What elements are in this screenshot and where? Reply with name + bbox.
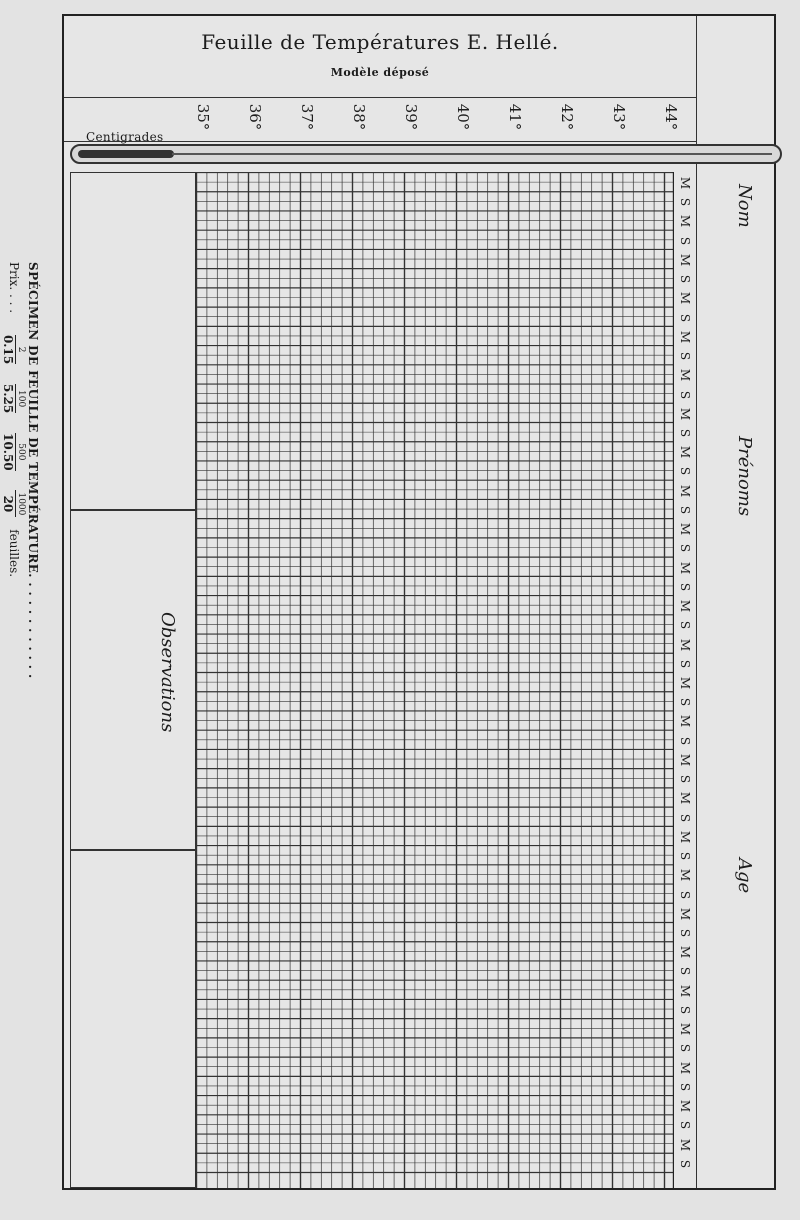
- sheet-title: Feuille de Températures E. Hellé.: [201, 30, 559, 54]
- thermometer-bulb: [78, 150, 174, 158]
- ms-letter: M: [678, 638, 692, 651]
- ms-letter: M: [678, 215, 692, 228]
- observations-column: [70, 172, 196, 1188]
- ms-letter: M: [678, 830, 692, 843]
- degree-label: 42°: [558, 103, 576, 131]
- ms-letter: S: [678, 967, 692, 976]
- observations-box-top: [70, 172, 196, 510]
- temperature-sheet: [62, 14, 776, 1190]
- morning-evening-column: [674, 172, 696, 1188]
- ms-letter: S: [678, 582, 692, 591]
- thermometer-icon: [70, 144, 782, 164]
- ms-letter: M: [678, 1099, 692, 1113]
- prix-label: Prix. . . .: [7, 262, 21, 314]
- degree-label: 41°: [506, 103, 524, 131]
- specimen-caption: SPÉCIMEN DE FEUILLE DE TEMPÉRATURE. . . . . . . . . . . .: [26, 262, 40, 679]
- ms-letter: S: [678, 390, 692, 399]
- ms-letter: M: [678, 522, 692, 536]
- ms-letter: S: [678, 1005, 692, 1015]
- ms-letter: S: [678, 928, 692, 938]
- ms-letter: M: [678, 946, 692, 959]
- degree-label: 38°: [350, 103, 368, 131]
- ms-letter: S: [678, 698, 692, 707]
- ms-letter: M: [678, 446, 692, 459]
- ms-letter: M: [678, 369, 692, 382]
- ms-letter: M: [678, 599, 692, 613]
- ms-letter: M: [678, 292, 692, 305]
- ms-letter: M: [678, 253, 692, 267]
- thermometer-stem: [172, 153, 772, 155]
- price-fraction-3: 500 10.50: [1, 433, 26, 471]
- degree-label: 36°: [246, 103, 264, 131]
- observations-label: Observations: [157, 612, 178, 733]
- ms-letter: S: [678, 351, 692, 361]
- ms-letter: S: [678, 621, 692, 630]
- ms-letter: S: [678, 467, 692, 476]
- ms-letter: M: [678, 753, 692, 767]
- sheet-header: [64, 16, 696, 98]
- ms-letter: S: [678, 198, 692, 207]
- ms-letter: M: [678, 176, 692, 190]
- ms-letter: S: [678, 775, 692, 784]
- ms-letter: M: [678, 1138, 692, 1151]
- ms-letter: M: [678, 984, 692, 997]
- ms-letter: S: [678, 659, 692, 668]
- ms-letter: M: [678, 330, 692, 343]
- ms-letter: S: [678, 505, 692, 515]
- degree-label: 44°: [662, 103, 680, 131]
- ms-letter: M: [678, 484, 692, 497]
- ms-letter: S: [678, 428, 692, 438]
- ms-letter: M: [678, 1061, 692, 1074]
- prenoms-label: Prénoms: [734, 436, 755, 517]
- ms-letter: S: [678, 736, 692, 745]
- ms-letter: S: [678, 1159, 692, 1168]
- ms-letter: S: [678, 236, 692, 245]
- price-fraction-1: 2 0.15: [1, 334, 26, 365]
- ms-letter: S: [678, 1082, 692, 1091]
- degree-label: 39°: [402, 103, 420, 131]
- degree-label: 43°: [610, 103, 628, 131]
- age-label: Age: [734, 858, 755, 894]
- ms-letter: S: [678, 313, 692, 322]
- ms-letter: S: [678, 1044, 692, 1053]
- price-fraction-2: 100 5.25: [1, 384, 26, 414]
- degree-label: 35°: [194, 103, 212, 131]
- ms-letter: S: [678, 275, 692, 284]
- ms-letter: S: [678, 544, 692, 553]
- ms-letter: M: [678, 792, 692, 805]
- centigrades-label: Centigrades: [86, 130, 164, 144]
- ms-letter: M: [678, 407, 692, 420]
- temperature-grid: [196, 172, 674, 1188]
- degree-label: 40°: [454, 103, 472, 131]
- price-unit: feuilles.: [7, 529, 21, 578]
- price-line: [1, 262, 26, 577]
- ms-letter: S: [678, 1121, 692, 1130]
- degree-label: 37°: [298, 103, 316, 131]
- ms-letter: M: [678, 1022, 692, 1036]
- observations-box-bottom: [70, 850, 196, 1188]
- ms-letter: S: [678, 890, 692, 899]
- ms-letter: M: [678, 869, 692, 882]
- nom-label: Nom: [734, 184, 755, 228]
- ms-letter: M: [678, 907, 692, 920]
- sheet-subtitle: Modèle déposé: [330, 66, 430, 79]
- ms-letter: S: [678, 813, 692, 822]
- ms-letter: M: [678, 561, 692, 574]
- price-fraction-4: 1000 20: [1, 492, 26, 516]
- patient-info-column: [697, 16, 774, 1188]
- ms-letter: M: [678, 715, 692, 728]
- ms-letter: S: [678, 851, 692, 861]
- ms-letter: M: [678, 676, 692, 690]
